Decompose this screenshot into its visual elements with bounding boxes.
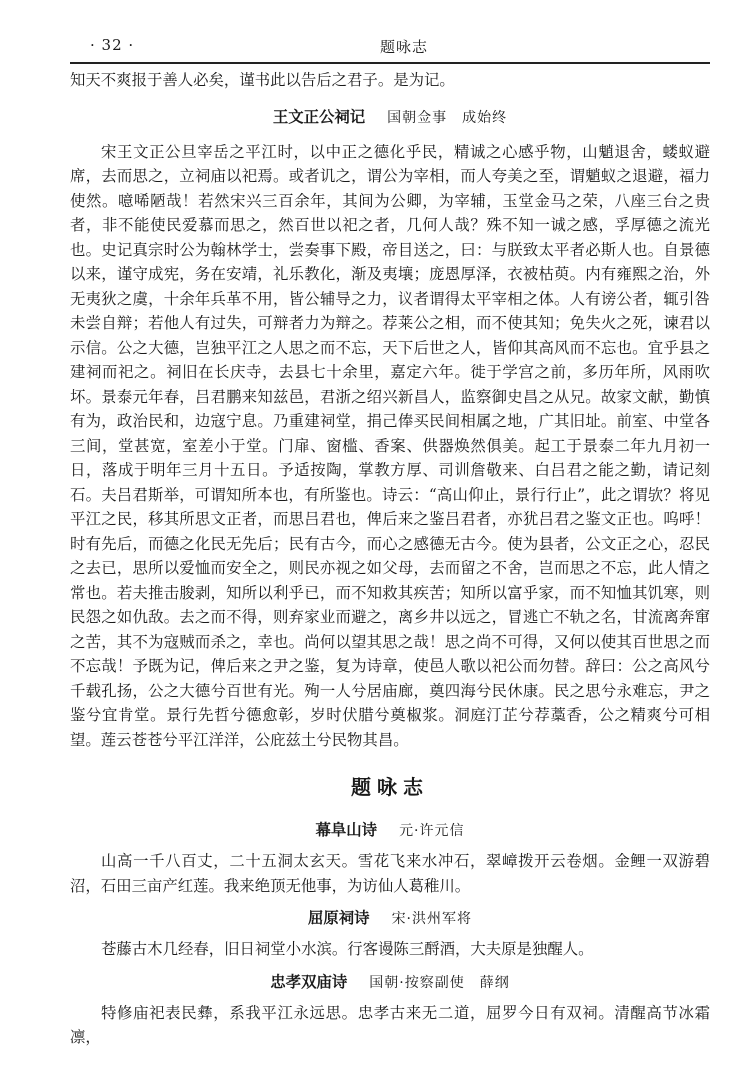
poem — [70, 818, 710, 898]
poem — [70, 906, 710, 962]
poem-author: 宋·洪州军将 — [391, 911, 473, 927]
poem-text: 山高一千八百丈，二十五洞太玄天。雪花飞来水冲石，翠嶂拨开云卷烟。金鲤一双游碧沼，石田三亩产红莲。我来绝顶无他事，为访仙人葛稚川。 — [70, 852, 710, 895]
poem — [70, 970, 710, 1050]
article-title: 王文正公祠记 — [272, 107, 366, 126]
article-body: 宋王文正公旦宰岳之平江时，以中正之德化乎民，精诚之心感乎物，山魈退舍，蝼蚁避席，去而思之，立祠庙以祀焉。或者讥之，谓公为宰相，而人夸美之至，谓魈蚁之退避，福力使然。噫唏陋哉！若然宋兴三百余年，其间为公卿，为宰辅，玉堂金马之荣，八座三台之贵者，非不能使民爱慕而思之，然百世以祀之者，几何人哉？殊不知一诚之感，孚厚德之流光也。史记真宗时公为翰林学士，尝奏事下殿，帝目送之，曰：与朕致太平者必斯人也。自景德以来，谨守成宪，务在安靖，礼乐教化，渐及夷壤；庞恩厚泽，衣被枯萸。内有雍熙之治，外无夷狄之虞，十余年兵革不用，皆公辅导之力，议者谓得太平宰相之体。人有谤公者，辄引咎未尝自辩；若他人有过失，可辩者力为辩之。荐莱公之相，而不使其知；免失火之死，谏君以示信。公之大德，岂独平江之人思之而不忘，天下后世之人，皆仰其高风而不忘也。宜乎县之建祠而祀之。祠旧在长庆寺，去县七十余里，嘉定六年。徙于学宫之前，多历年所，风雨吹坏。景泰元年春，吕君鹏来知兹邑，君浙之绍兴新昌人，监察御史昌之从兄。故家文献，勤慎有为，政治民和，边寇宁息。乃重建祠堂，捐己俸买民间相属之地，广其旧址。前室、中堂各三间，堂甚宽，室差小于堂。门扉、窗槛、香案、供器焕然俱美。起工于景泰二年九月初一日，落成于明年三月十五日。予适按陶，掌教方厚、司训詹敬来、白吕君之能之勤，请记刻石。夫吕君斯举，可谓知所本也，有所鉴也。诗云：“高山仰止，景行行止”，此之谓欤？将见平江之民，移其所思文正者，而思吕君也，俾后来之鉴吕君者，亦犹吕君之鉴文正也。呜呼！时有先后，而德之化民无先后；民有古今，而心之感德无古今。使为县者，公文正之心，忍民之去已，思所以爱恤而安全之，则民亦视之如父母，去而留之不舍，岂而思之不忘，此人情之常也。若夫推击朘剥，知所以利乎已，而不知救其疾苦；知所以富乎家，而不知恤其饥寒，则民怨之如仇敌。去之而不得，则弃家业而避之，离乡井以远之，冒逃亡不轨之名，甘流离奔窜之苦，其不为寇贼而杀之，幸也。尚何以望其思之哉！思之尚不可得，又何以使其百世思之而不忘哉！予既为记，俾后来之尹之鉴，复为诗章，使邑人歌以祀公而勿替。辞曰：公之高风兮千载孔扬，公之大德兮百世有光。殉一人兮居庙廊，奠四海兮民休康。民之思兮永难忘，尹之鉴兮宜肯堂。景行先哲兮德愈彰，岁时伏腊兮奠椒浆。洞庭汀芷兮荐藁香，公之精爽兮可相望。莲云苍苍兮平江洋洋，公庇兹土兮民物其昌。 — [70, 142, 710, 749]
running-head: 题咏志 — [380, 38, 429, 56]
poem-heading — [70, 906, 710, 931]
poem-author: 国朝·按察副使 薛纲 — [369, 974, 510, 991]
poem-title: 幕阜山诗 — [315, 821, 378, 839]
previous-text-ending: 知天不爽报于善人必矣，谨书此以告后之君子。是为记。 — [70, 71, 455, 89]
poem-title: 忠孝双庙诗 — [270, 972, 348, 991]
page-header — [70, 36, 710, 64]
article-heading — [70, 105, 710, 130]
poem-heading — [70, 970, 710, 995]
poem-text: 特修庙祀表民彝，系我平江永远思。忠孝古来无二道，屈罗今日有双祠。清醒高节冰霜凛， — [70, 1003, 710, 1046]
poem-title: 屈原祠诗 — [307, 909, 370, 927]
poem-heading — [70, 818, 710, 843]
section-title: 题咏志 — [351, 775, 429, 799]
page-content — [70, 68, 710, 1050]
page-number: · 32 · — [90, 36, 135, 54]
article-author: 国朝佥事 成始终 — [387, 109, 508, 126]
poem-author: 元·许元信 — [399, 823, 465, 839]
poem-text: 苍藤古木几经春，旧日祠堂小水滨。行客谩陈三酹酒，大夫原是独醒人。 — [101, 940, 594, 958]
